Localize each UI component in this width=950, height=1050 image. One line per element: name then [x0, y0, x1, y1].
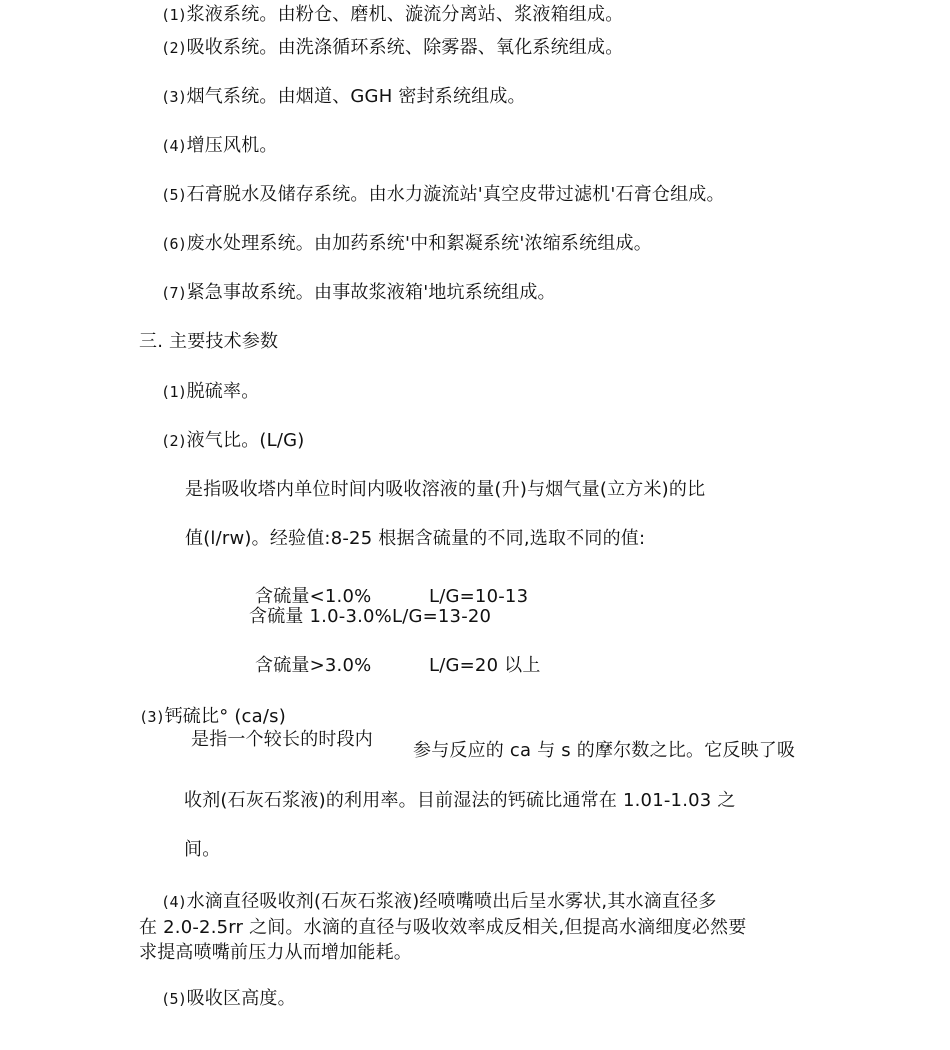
system-item-7: [161, 281, 556, 305]
param-3-description-part-b: 参与反应的 ca 与 s 的摩尔数之比。它反映了吸: [413, 740, 796, 761]
section-heading: 三. 主要技术参数: [139, 331, 279, 352]
item-text: 水滴直径吸收剂(石灰石浆液)经喷嘴喷出后呈水雾状,其水滴直径多: [186, 891, 717, 912]
item-number: (1): [161, 383, 187, 401]
param-2-description-line-1: 是指吸收塔内单位时间内吸收溶液的量(升)与烟气量(立方米)的比: [185, 479, 706, 500]
item-number: (4): [161, 137, 187, 155]
param-item-3: [139, 705, 286, 729]
item-number: (3): [161, 88, 187, 106]
sulfur-range-row-1-label: 含硫量<1.0%: [255, 586, 372, 607]
param-4-line-2: 在 2.0-2.5rr 之间。水滴的直径与吸收效率成反相关,但提高水滴细度必然要: [139, 917, 747, 938]
item-number: (6): [161, 235, 187, 253]
system-item-4: [161, 134, 278, 158]
item-number: (5): [161, 186, 187, 204]
param-3-description-part-a: 是指一个较长的时段内: [191, 729, 373, 750]
param-3-description-line-3: 间。: [184, 839, 221, 860]
system-item-3: [161, 85, 526, 109]
param-3-description-line-2: 收剂(石灰石浆液)的利用率。目前湿法的钙硫比通常在 1.01-1.03 之: [184, 790, 736, 811]
item-text: 脱硫率。: [186, 381, 260, 402]
item-number: (2): [161, 432, 187, 450]
param-item-1: [161, 380, 259, 404]
item-text: 烟气系统。由烟道、GGH 密封系统组成。: [186, 86, 526, 107]
item-text: 吸收系统。由洗涤循环系统、除雾器、氧化系统组成。: [186, 37, 624, 58]
item-number: (5): [161, 990, 187, 1008]
item-number: (1): [161, 6, 187, 24]
system-item-1: [161, 3, 623, 27]
sulfur-range-row-2: 含硫量 1.0-3.0%L/G=13-20: [249, 606, 492, 627]
param-item-4: [161, 890, 717, 914]
item-text: 废水处理系统。由加药系统'中和絮凝系统'浓缩系统组成。: [186, 233, 652, 254]
item-text: 液气比。(L/G): [186, 430, 305, 451]
sulfur-range-row-3-label: 含硫量>3.0%: [255, 655, 372, 676]
param-2-description-line-2: 值(l/rw)。经验值:8-25 根据含硫量的不同,选取不同的值:: [185, 528, 646, 549]
item-text: 吸收区高度。: [186, 988, 296, 1009]
param-item-2: [161, 429, 304, 453]
item-number: (7): [161, 284, 187, 302]
item-text: 浆液系统。由粉仓、磨机、漩流分离站、浆液箱组成。: [186, 4, 624, 25]
item-number: (4): [161, 893, 187, 911]
item-text: 钙硫比° (ca/s): [164, 706, 286, 727]
system-item-2: [161, 36, 623, 60]
system-item-5: [161, 183, 725, 207]
item-text: 紧急事故系统。由事故浆液箱'地坑系统组成。: [186, 282, 556, 303]
item-number: (2): [161, 39, 187, 57]
item-text: 增压风机。: [186, 135, 278, 156]
sulfur-range-row-3-value: L/G=20 以上: [429, 655, 541, 676]
system-item-6: [161, 232, 652, 256]
item-text: 石膏脱水及储存系统。由水力漩流站'真空皮带过滤机'石膏仓组成。: [186, 184, 725, 205]
param-item-5: [161, 987, 296, 1011]
param-4-line-3: 求提高喷嘴前压力从而增加能耗。: [139, 942, 412, 963]
sulfur-range-row-1-value: L/G=10-13: [429, 586, 529, 607]
item-number: (3): [139, 708, 165, 726]
